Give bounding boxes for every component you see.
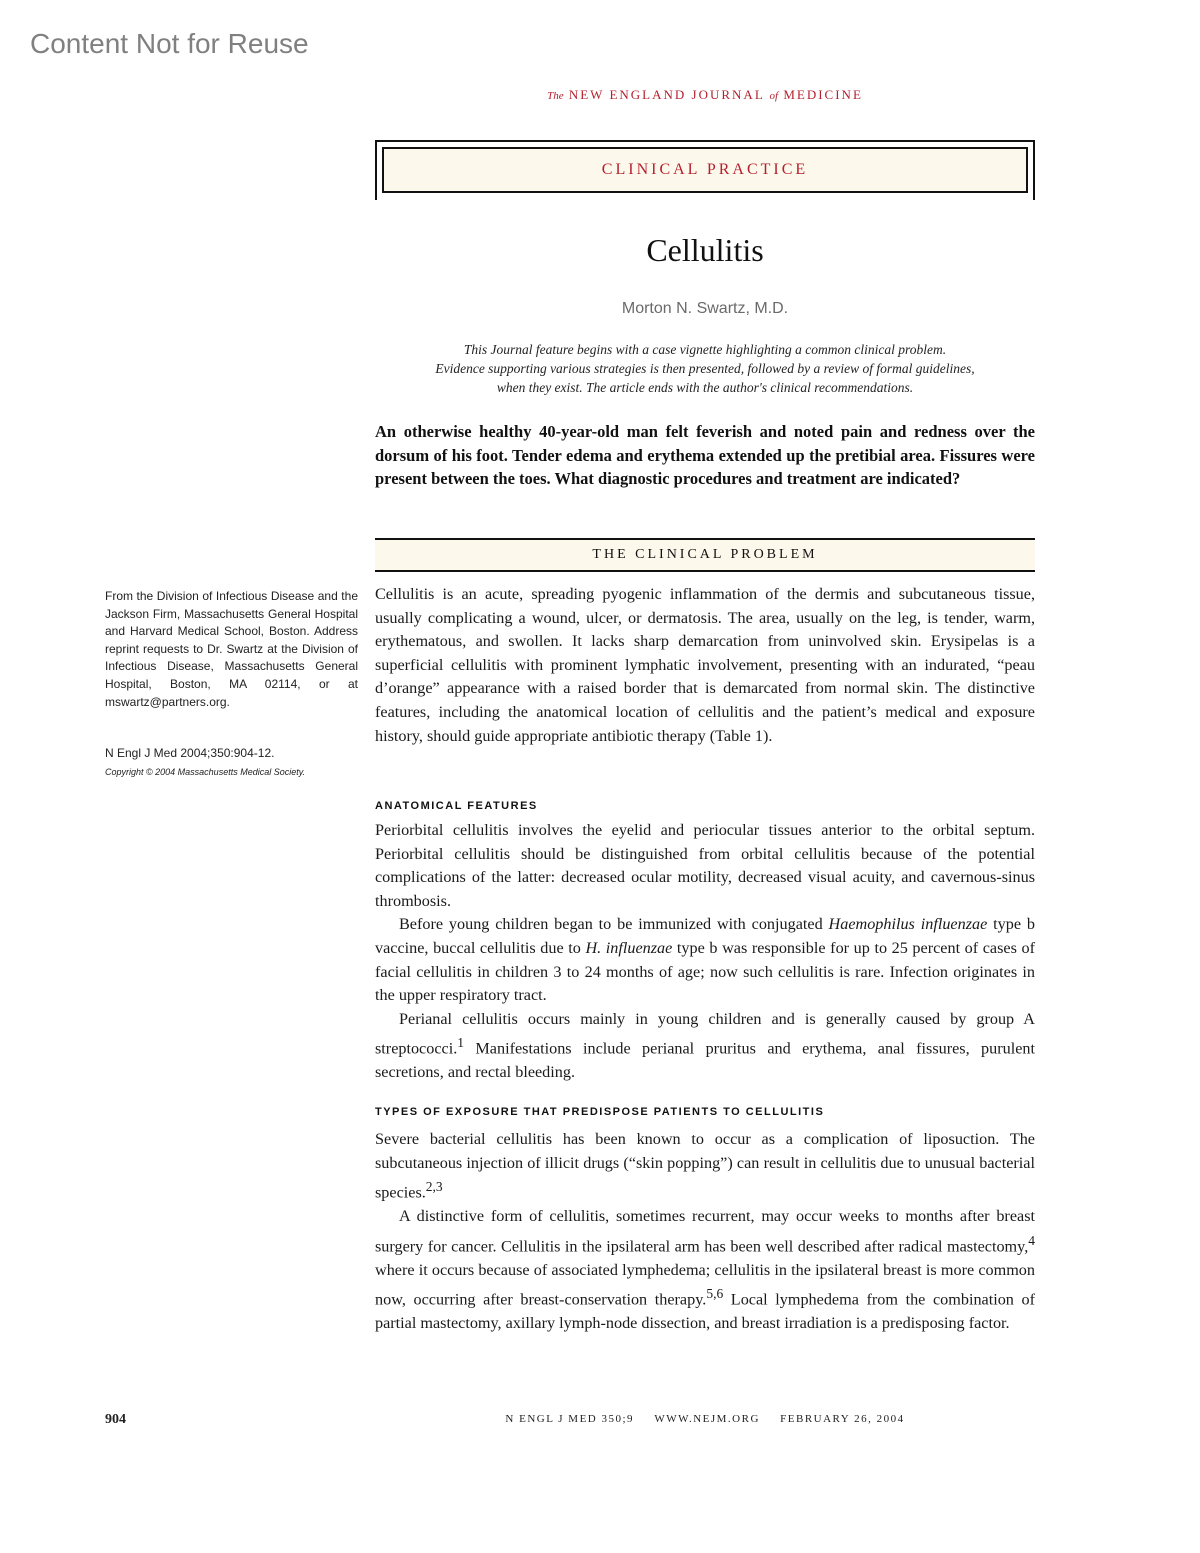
reference-superscript: 4	[1028, 1232, 1035, 1248]
paragraph: Periorbital cellulitis involves the eyelid and periocular tissues anterior to the orbital septum. Periorbital cellulitis should be distinguished from orbital cellulitis because of the potential complications of the latter: decreased ocular motility, decreased visual acuity, and cavernous-sinus thrombosis.	[375, 821, 1035, 910]
author-affiliation: From the Division of Infectious Disease and the Jackson Firm, Massachusetts General Hospital and Harvard Medical School, Boston. Address reprint requests to Dr. Swartz at the Division of Infectious Disease, Massachusetts General Hospital, Boston, MA 02114, or at mswartz@partners.org.	[105, 589, 358, 709]
intro-line-3: when they exist. The article ends with the author's clinical recommendations.	[496, 380, 914, 395]
citation: N Engl J Med 2004;350:904-12.	[105, 746, 275, 760]
clinical-problem-heading-bar	[375, 538, 1035, 572]
clinical-problem-paragraph	[375, 583, 1035, 748]
intro-line-1: This Journal feature begins with a case vignette highlighting a common clinical problem.	[463, 342, 947, 357]
paragraph: Cellulitis is an acute, spreading pyogenic inflammation of the dermis and subcutaneous tissue, usually complicating a wound, ulcer, or dermatosis. The area, usually on the leg, is tender, warm, erythematous, and swollen. It lacks sharp demarcation from uninvolved skin. Erysipelas is a superficial cellulitis with prominent lymphatic involvement, presenting with an indurated, “peau d’orange” appearance with a raised border that is demarcated from normal skin. The distinctive features, including the anatomical location of cellulitis and the patient’s medical and exposure history, should guide appropriate antibiotic therapy (Table 1).	[375, 585, 1035, 745]
clinical-problem-heading: THE CLINICAL PROBLEM	[592, 547, 818, 562]
reference-superscript: 2,3	[425, 1179, 443, 1195]
paragraph	[375, 913, 1035, 1007]
reference-superscript: 5,6	[706, 1286, 724, 1302]
exposure-types-body	[375, 1128, 1035, 1336]
running-footer	[375, 1413, 1035, 1425]
journal-name-part1: NEW ENGLAND JOURNAL	[568, 87, 765, 102]
anatomical-features-heading: ANATOMICAL FEATURES	[375, 800, 538, 812]
page-number: 904	[105, 1412, 126, 1427]
journal-header	[375, 87, 1035, 103]
text-run: A distinctive form of cellulitis, sometimes recurrent, may occur weeks to months after breast surgery for cancer. Cellulitis in the ipsilateral arm has been well described after radical mastectomy,	[375, 1207, 1035, 1256]
footer-journal-issue: N ENGL J MED 350;9	[505, 1413, 635, 1425]
text-run: Perianal cellulitis occurs mainly in young children and is generally caused by group A streptococci.	[375, 1009, 1035, 1058]
paragraph	[375, 1128, 1035, 1205]
paragraph	[375, 1008, 1035, 1085]
text-run: Local lymphedema from the combination of partial mastectomy, axillary lymph-node dissection, and breast irradiation is a predisposing factor.	[375, 1290, 1036, 1333]
text-run: Manifestations include perianal pruritus and erythema, anal fissures, purulent secretions, and rectal bleeding.	[375, 1039, 1035, 1082]
reference-superscript: 1	[457, 1035, 464, 1051]
organism-name: Haemophilus influenzae	[828, 915, 988, 934]
footer-url: WWW.NEJM.ORG	[654, 1413, 760, 1425]
journal-name-part2: MEDICINE	[783, 87, 863, 102]
watermark-text: Content Not for Reuse	[30, 28, 309, 59]
text-run: type b was responsible for up to 25 percent of cases of facial cellulitis in children 3 to 24 months of age; now such cellulitis is rare. Infection originates in the upper respiratory tract.	[375, 938, 1035, 1005]
text-run: Severe bacterial cellulitis has been known to occur as a complication of liposuction. The subcutaneous injection of illicit drugs (“skin popping”) can result in cellulitis due to unusual bacterial species.	[375, 1130, 1035, 1202]
section-label-box	[382, 147, 1028, 193]
feature-intro	[395, 340, 1015, 397]
text-run: type b vaccine, buccal cellulitis due to	[375, 915, 1035, 957]
journal-of: of	[769, 90, 779, 102]
copyright: Copyright © 2004 Massachusetts Medical Society.	[105, 767, 306, 777]
case-vignette: An otherwise healthy 40-year-old man felt feverish and noted pain and redness over the dorsum of his foot. Tender edema and erythema extended up the pretibial area. Fissures were present between the toes. What diagnostic procedures and treatment are indicated?	[375, 422, 1035, 488]
author-line: Morton N. Swartz, M.D.	[621, 300, 789, 317]
paragraph	[375, 1205, 1035, 1336]
footer-date: FEBRUARY 26, 2004	[780, 1413, 905, 1425]
intro-line-2: Evidence supporting various strategies is then presented, followed by a review of formal guidelines,	[435, 361, 975, 376]
article-title: Cellulitis	[646, 232, 764, 268]
text-run: where it occurs because of associated lymphedema; cellulitis in the ipsilateral breast is more common now, occurring after breast-conservation therapy.	[375, 1260, 1035, 1309]
journal-the: The	[547, 90, 564, 102]
section-label: CLINICAL PRACTICE	[601, 161, 809, 178]
anatomical-features-body	[375, 819, 1035, 1085]
organism-name: H. influenzae	[585, 938, 673, 957]
exposure-types-heading: TYPES OF EXPOSURE THAT PREDISPOSE PATIENTS TO CELLULITIS	[375, 1106, 825, 1118]
text-run: Before young children began to be immunized with conjugated	[399, 915, 829, 934]
